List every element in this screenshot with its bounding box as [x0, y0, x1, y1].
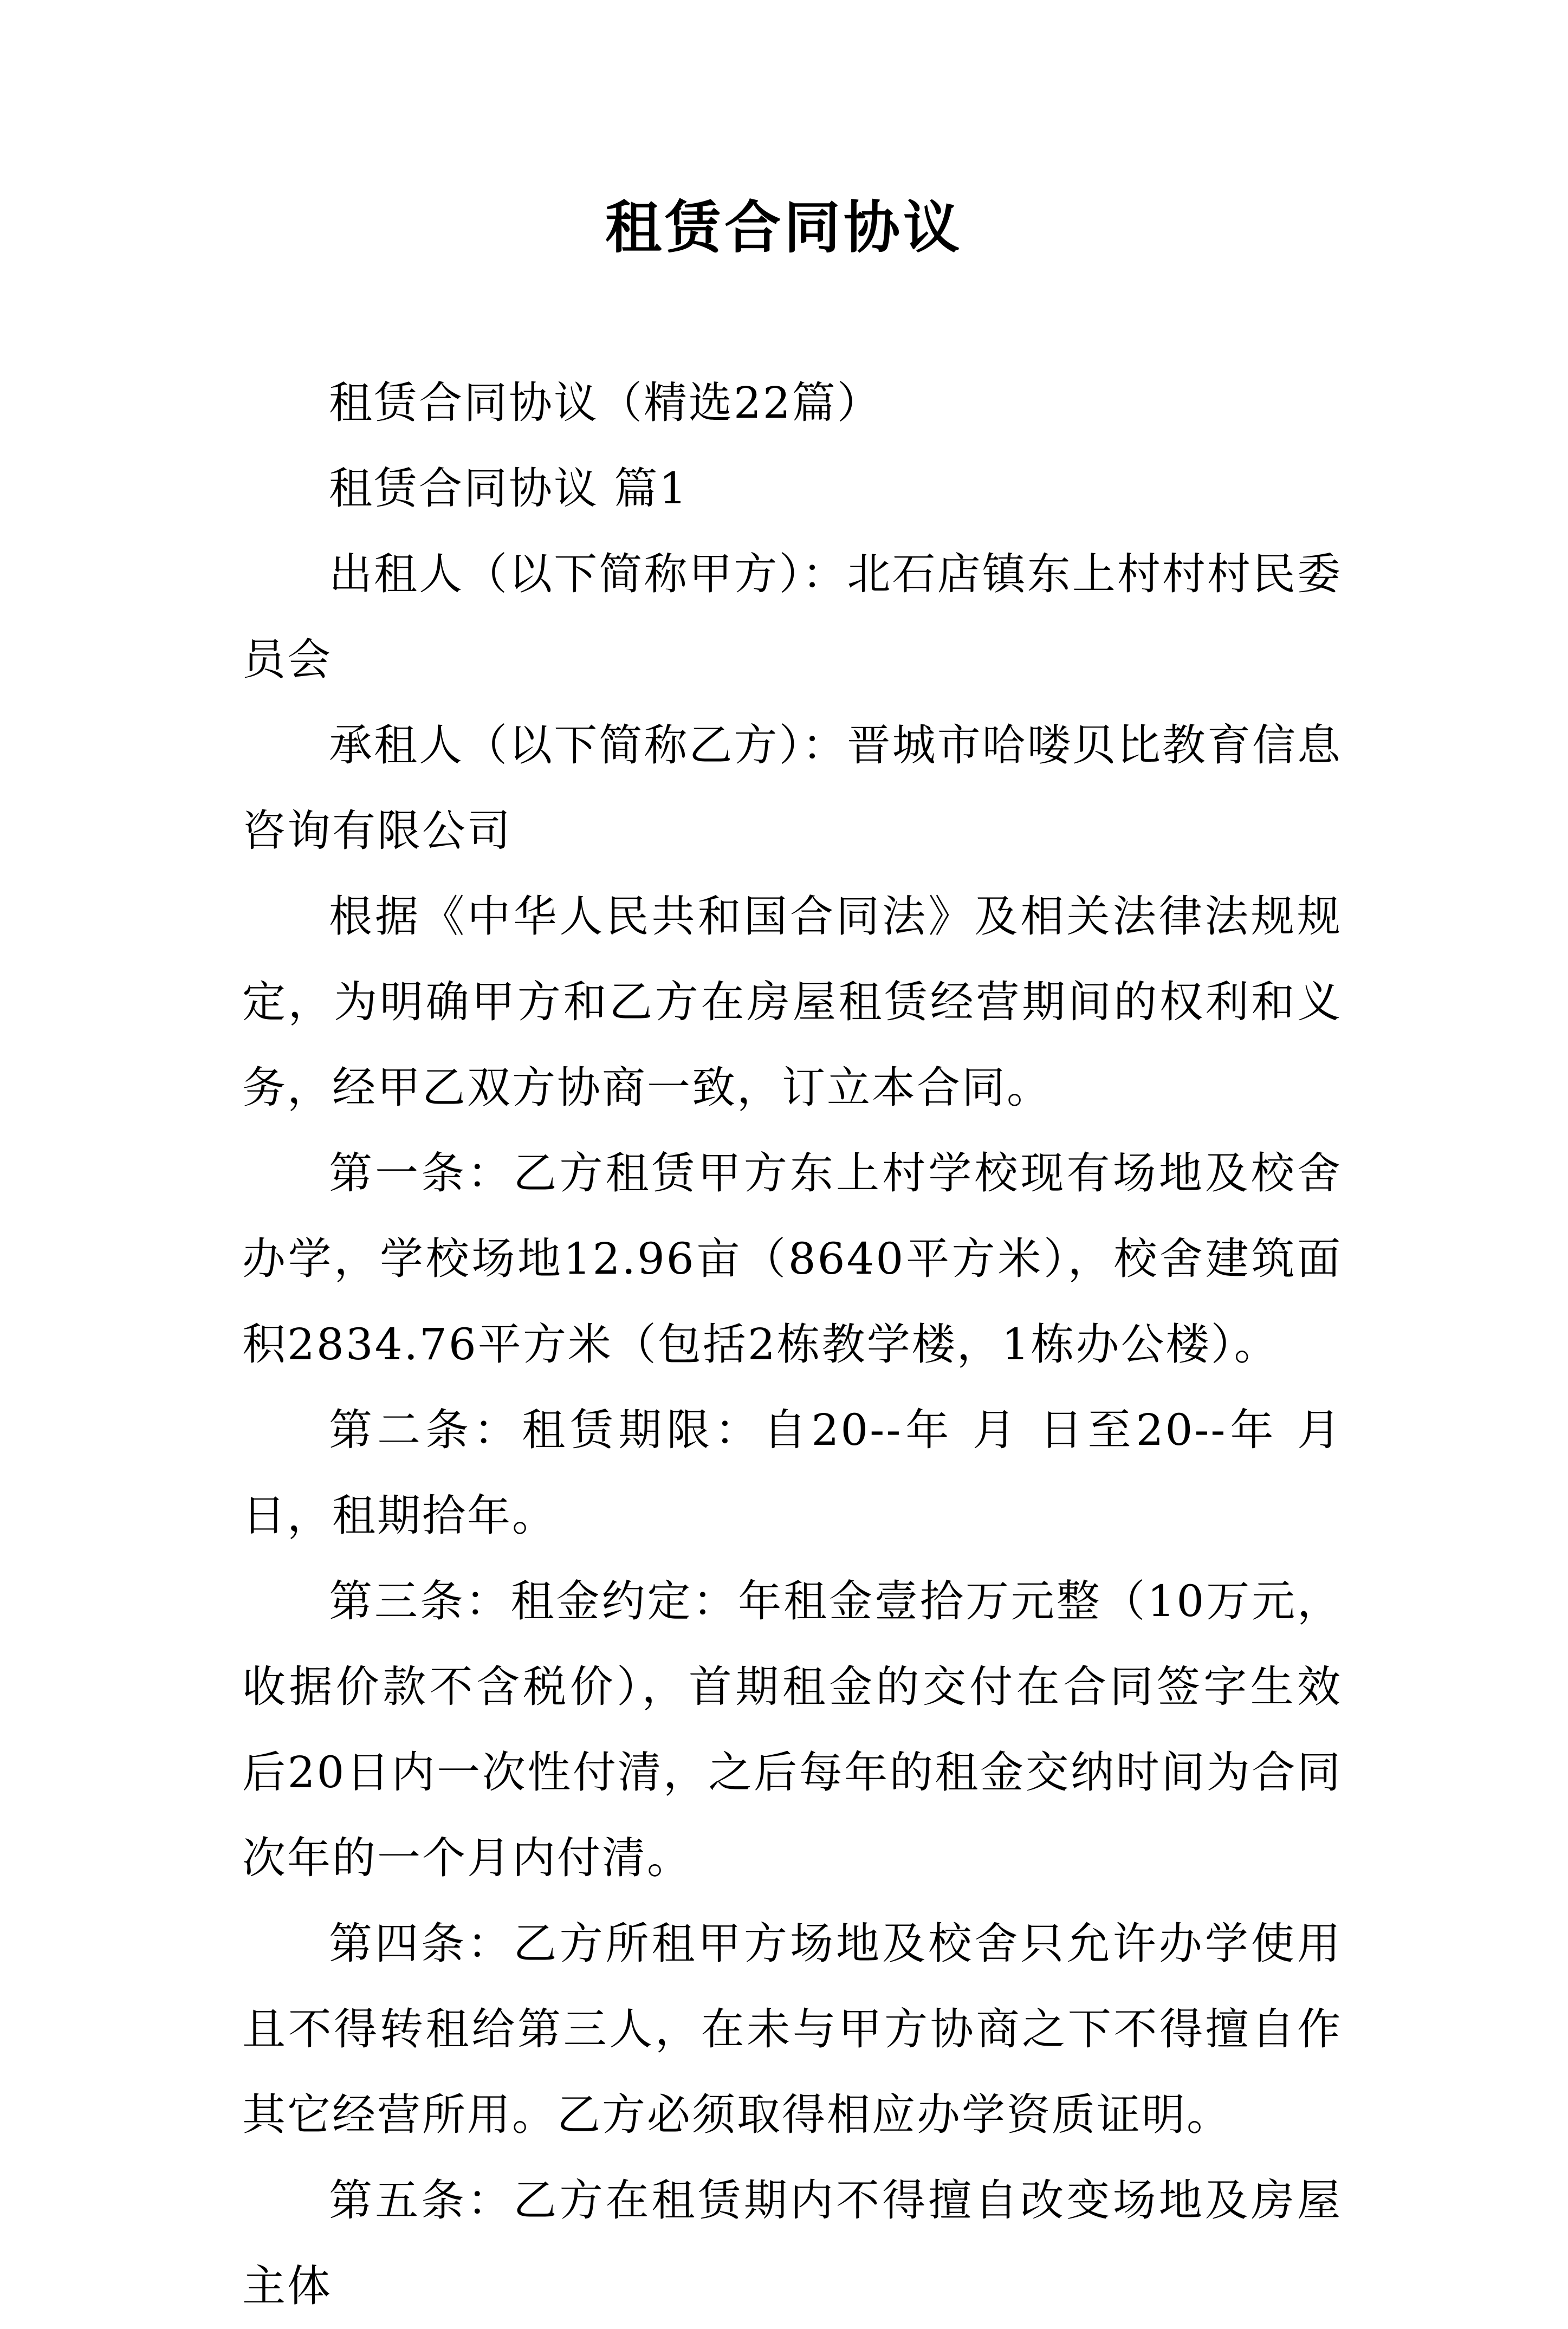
paragraph-article-1: 第一条：乙方租赁甲方东上村学校现有场地及校舍办学，学校场地12.96亩（8640平方米），校舍建筑面积2834.76平方米（包括2栋教学楼，1栋办公楼）。: [242, 1148, 1342, 1370]
document-title: 租赁合同协议: [605, 194, 963, 261]
document-body: [242, 360, 1342, 2329]
paragraph-preamble: 根据《中华人民共和国合同法》及相关法律法规规定，为明确甲方和乙方在房屋租赁经营期间的权利和义务，经甲乙双方协商一致，订立本合同。: [242, 891, 1342, 1113]
paragraph-subtitle: 租赁合同协议（精选22篇）: [329, 378, 882, 428]
paragraph-article-2: 第二条：租赁期限：自20--年 月 日至20--年 月 日，租期拾年。: [242, 1405, 1342, 1541]
paragraph-lessee: 承租人（以下简称乙方）：晋城市哈喽贝比教育信息咨询有限公司: [242, 720, 1342, 856]
paragraph-article-4: 第四条：乙方所租甲方场地及校舍只允许办学使用且不得转租给第三人，在未与甲方协商之下不得擅自作其它经营所用。乙方必须取得相应办学资质证明。: [242, 1918, 1342, 2140]
paragraph-article-3: 第三条：租金约定：年租金壹拾万元整（10万元，收据价款不含税价），首期租金的交付在合同签字生效后20日内一次性付清，之后每年的租金交纳时间为合同次年的一个月内付清。: [242, 1576, 1342, 1883]
paragraph-section-heading: 租赁合同协议 篇1: [329, 463, 689, 514]
paragraph-lessor: 出租人（以下简称甲方）：北石店镇东上村村村民委员会: [242, 549, 1342, 685]
paragraph-article-5: 第五条：乙方在租赁期内不得擅自改变场地及房屋主体: [242, 2175, 1342, 2311]
